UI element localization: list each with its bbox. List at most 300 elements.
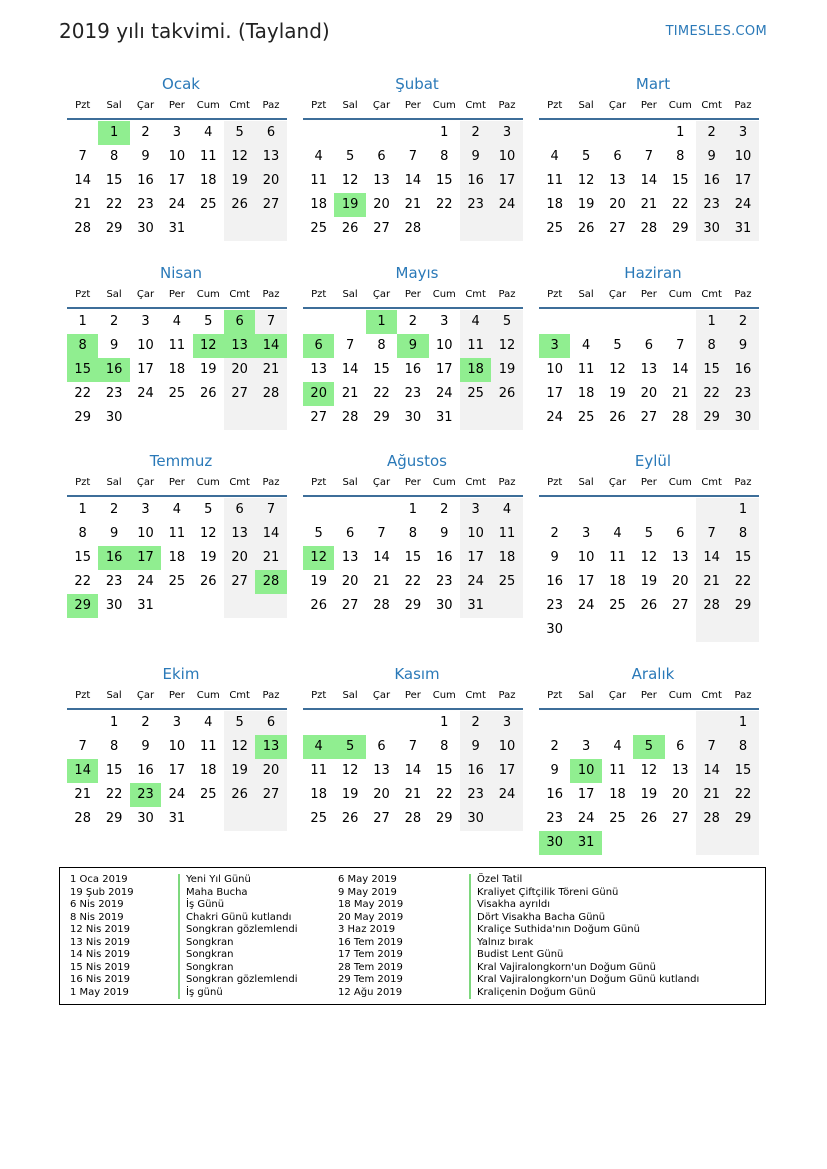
day-cell[interactable]: 22 — [74, 386, 91, 401]
day-cell[interactable]: 18 — [168, 362, 186, 377]
day-cell[interactable]: 31 — [727, 217, 758, 241]
day-cell[interactable]: 27 — [373, 221, 390, 236]
day-cell[interactable]: 18 — [609, 787, 626, 802]
day-cell[interactable]: 24 — [137, 574, 154, 589]
day-cell[interactable]: 19 — [640, 787, 658, 802]
holiday-day-cell[interactable]: 20 — [303, 382, 334, 406]
day-cell[interactable]: 21 — [671, 386, 689, 401]
day-cell[interactable]: 23 — [404, 386, 422, 401]
day-cell[interactable]: 12 — [640, 763, 658, 778]
day-cell[interactable]: 13 — [255, 145, 286, 169]
day-cell[interactable]: 2 — [109, 502, 119, 517]
day-cell[interactable]: 30 — [435, 598, 453, 613]
day-cell[interactable]: 24 — [460, 570, 491, 594]
day-cell[interactable]: 28 — [373, 598, 390, 613]
holiday-day-cell[interactable]: 14 — [67, 759, 98, 783]
day-cell[interactable]: 16 — [727, 358, 758, 382]
holiday-day-cell[interactable]: 3 — [539, 334, 570, 358]
day-cell[interactable]: 9 — [727, 334, 758, 358]
day-cell[interactable]: 29 — [727, 594, 758, 618]
day-cell[interactable]: 26 — [224, 193, 255, 217]
day-cell[interactable]: 26 — [199, 386, 217, 401]
holiday-day-cell[interactable]: 9 — [397, 334, 428, 358]
day-cell[interactable]: 9 — [440, 526, 449, 541]
day-cell[interactable]: 18 — [609, 574, 626, 589]
day-cell[interactable]: 14 — [255, 522, 286, 546]
day-cell[interactable]: 23 — [460, 193, 491, 217]
holiday-day-cell[interactable]: 18 — [460, 358, 491, 382]
day-cell[interactable]: 19 — [199, 550, 217, 565]
day-cell[interactable]: 11 — [460, 334, 491, 358]
day-cell[interactable]: 11 — [199, 739, 217, 754]
day-cell[interactable]: 15 — [671, 173, 689, 188]
day-cell[interactable]: 31 — [460, 594, 491, 618]
day-cell[interactable]: 7 — [644, 149, 653, 164]
day-cell[interactable]: 2 — [141, 125, 150, 140]
day-cell[interactable]: 10 — [137, 526, 154, 541]
day-cell[interactable]: 9 — [109, 526, 119, 541]
day-cell[interactable]: 18 — [199, 173, 217, 188]
day-cell[interactable]: 26 — [491, 382, 522, 406]
day-cell[interactable]: 2 — [550, 739, 559, 754]
day-cell[interactable]: 11 — [168, 526, 186, 541]
day-cell[interactable]: 30 — [696, 217, 727, 241]
day-cell[interactable]: 8 — [440, 149, 449, 164]
day-cell[interactable]: 16 — [460, 759, 491, 783]
day-cell[interactable]: 17 — [546, 386, 563, 401]
brand-logo[interactable]: TIMESLES.COM — [665, 24, 767, 39]
day-cell[interactable]: 1 — [727, 498, 758, 522]
day-cell[interactable]: 5 — [491, 310, 522, 334]
day-cell[interactable]: 26 — [310, 598, 327, 613]
day-cell[interactable]: 18 — [168, 550, 186, 565]
day-cell[interactable]: 7 — [408, 739, 417, 754]
day-cell[interactable]: 15 — [404, 550, 422, 565]
day-cell[interactable]: 30 — [137, 811, 154, 826]
day-cell[interactable]: 6 — [224, 498, 255, 522]
day-cell[interactable]: 13 — [373, 173, 390, 188]
day-cell[interactable]: 10 — [460, 522, 491, 546]
day-cell[interactable]: 12 — [224, 145, 255, 169]
day-cell[interactable]: 15 — [105, 763, 123, 778]
day-cell[interactable]: 25 — [199, 197, 217, 212]
day-cell[interactable]: 5 — [204, 502, 213, 517]
day-cell[interactable]: 19 — [310, 574, 327, 589]
day-cell[interactable]: 1 — [78, 314, 87, 329]
day-cell[interactable]: 24 — [168, 197, 186, 212]
day-cell[interactable]: 17 — [727, 169, 758, 193]
day-cell[interactable]: 20 — [373, 787, 390, 802]
day-cell[interactable]: 29 — [696, 406, 727, 430]
holiday-day-cell[interactable]: 6 — [224, 310, 255, 334]
day-cell[interactable]: 13 — [671, 550, 689, 565]
day-cell[interactable]: 9 — [696, 145, 727, 169]
day-cell[interactable]: 17 — [491, 169, 522, 193]
day-cell[interactable]: 15 — [74, 550, 91, 565]
day-cell[interactable]: 28 — [341, 410, 359, 425]
day-cell[interactable]: 27 — [640, 410, 658, 425]
day-cell[interactable]: 20 — [255, 759, 286, 783]
day-cell[interactable]: 25 — [577, 410, 595, 425]
day-cell[interactable]: 18 — [310, 787, 327, 802]
day-cell[interactable]: 3 — [141, 502, 150, 517]
day-cell[interactable]: 3 — [172, 715, 181, 730]
day-cell[interactable]: 29 — [671, 221, 689, 236]
day-cell[interactable]: 25 — [609, 598, 626, 613]
day-cell[interactable]: 7 — [408, 149, 417, 164]
day-cell[interactable]: 7 — [345, 338, 355, 353]
day-cell[interactable]: 18 — [199, 763, 217, 778]
day-cell[interactable]: 21 — [696, 570, 727, 594]
day-cell[interactable]: 27 — [609, 221, 626, 236]
day-cell[interactable]: 13 — [224, 522, 255, 546]
day-cell[interactable]: 18 — [310, 197, 327, 212]
day-cell[interactable]: 3 — [440, 314, 449, 329]
day-cell[interactable]: 21 — [255, 546, 286, 570]
day-cell[interactable]: 18 — [577, 386, 595, 401]
day-cell[interactable]: 26 — [609, 410, 626, 425]
day-cell[interactable]: 4 — [613, 739, 622, 754]
day-cell[interactable]: 1 — [440, 125, 449, 140]
day-cell[interactable]: 14 — [640, 173, 658, 188]
day-cell[interactable]: 24 — [546, 410, 563, 425]
day-cell[interactable]: 24 — [491, 193, 522, 217]
day-cell[interactable]: 29 — [373, 410, 390, 425]
day-cell[interactable]: 20 — [609, 197, 626, 212]
day-cell[interactable]: 19 — [199, 362, 217, 377]
day-cell[interactable]: 5 — [224, 121, 255, 145]
holiday-day-cell[interactable]: 8 — [67, 334, 98, 358]
holiday-day-cell[interactable]: 5 — [633, 735, 664, 759]
day-cell[interactable]: 23 — [546, 598, 563, 613]
day-cell[interactable]: 12 — [224, 735, 255, 759]
day-cell[interactable]: 30 — [105, 410, 123, 425]
day-cell[interactable]: 9 — [550, 550, 559, 565]
day-cell[interactable]: 20 — [640, 386, 658, 401]
day-cell[interactable]: 1 — [408, 502, 417, 517]
day-cell[interactable]: 29 — [404, 598, 422, 613]
day-cell[interactable]: 2 — [440, 502, 449, 517]
day-cell[interactable]: 12 — [341, 173, 359, 188]
day-cell[interactable]: 12 — [341, 763, 359, 778]
day-cell[interactable]: 25 — [168, 386, 186, 401]
day-cell[interactable]: 20 — [671, 574, 689, 589]
day-cell[interactable]: 12 — [577, 173, 595, 188]
day-cell[interactable]: 14 — [341, 362, 359, 377]
day-cell[interactable]: 16 — [137, 763, 154, 778]
holiday-day-cell[interactable]: 10 — [570, 759, 601, 783]
day-cell[interactable]: 24 — [727, 193, 758, 217]
day-cell[interactable]: 22 — [435, 197, 453, 212]
day-cell[interactable]: 12 — [199, 526, 217, 541]
day-cell[interactable]: 16 — [404, 362, 422, 377]
day-cell[interactable]: 29 — [74, 410, 91, 425]
day-cell[interactable]: 14 — [671, 362, 689, 377]
day-cell[interactable]: 28 — [696, 807, 727, 831]
day-cell[interactable]: 23 — [435, 574, 453, 589]
day-cell[interactable]: 24 — [577, 598, 595, 613]
day-cell[interactable]: 8 — [109, 739, 119, 754]
day-cell[interactable]: 3 — [491, 711, 522, 735]
day-cell[interactable]: 25 — [460, 382, 491, 406]
day-cell[interactable]: 28 — [404, 221, 422, 236]
day-cell[interactable]: 4 — [314, 149, 323, 164]
day-cell[interactable]: 7 — [676, 338, 685, 353]
day-cell[interactable]: 5 — [224, 711, 255, 735]
day-cell[interactable]: 2 — [460, 121, 491, 145]
day-cell[interactable]: 2 — [460, 711, 491, 735]
day-cell[interactable]: 9 — [550, 763, 559, 778]
day-cell[interactable]: 25 — [491, 570, 522, 594]
day-cell[interactable]: 21 — [373, 574, 390, 589]
day-cell[interactable]: 26 — [341, 811, 359, 826]
day-cell[interactable]: 25 — [168, 574, 186, 589]
day-cell[interactable]: 22 — [105, 787, 123, 802]
day-cell[interactable]: 20 — [255, 169, 286, 193]
holiday-day-cell[interactable]: 13 — [224, 334, 255, 358]
day-cell[interactable]: 16 — [460, 169, 491, 193]
day-cell[interactable]: 10 — [727, 145, 758, 169]
day-cell[interactable]: 6 — [345, 526, 355, 541]
day-cell[interactable]: 4 — [550, 149, 559, 164]
day-cell[interactable]: 16 — [696, 169, 727, 193]
holiday-day-cell[interactable]: 23 — [130, 783, 161, 807]
day-cell[interactable]: 2 — [550, 526, 559, 541]
day-cell[interactable]: 29 — [435, 811, 453, 826]
day-cell[interactable]: 6 — [255, 121, 286, 145]
day-cell[interactable]: 11 — [199, 149, 217, 164]
day-cell[interactable]: 19 — [341, 787, 359, 802]
day-cell[interactable]: 4 — [460, 310, 491, 334]
holiday-day-cell[interactable]: 4 — [303, 735, 334, 759]
day-cell[interactable]: 13 — [609, 173, 626, 188]
day-cell[interactable]: 27 — [341, 598, 359, 613]
day-cell[interactable]: 10 — [137, 338, 154, 353]
day-cell[interactable]: 10 — [491, 145, 522, 169]
day-cell[interactable]: 20 — [224, 358, 255, 382]
holiday-day-cell[interactable]: 28 — [255, 570, 286, 594]
day-cell[interactable]: 4 — [581, 338, 591, 353]
day-cell[interactable]: 4 — [204, 125, 213, 140]
day-cell[interactable]: 26 — [640, 598, 658, 613]
day-cell[interactable]: 13 — [671, 763, 689, 778]
day-cell[interactable]: 24 — [577, 811, 595, 826]
day-cell[interactable]: 17 — [460, 546, 491, 570]
day-cell[interactable]: 21 — [341, 386, 359, 401]
day-cell[interactable]: 30 — [460, 807, 491, 831]
day-cell[interactable]: 10 — [168, 149, 186, 164]
day-cell[interactable]: 28 — [696, 594, 727, 618]
day-cell[interactable]: 13 — [341, 550, 359, 565]
day-cell[interactable]: 7 — [78, 149, 87, 164]
day-cell[interactable]: 12 — [609, 362, 626, 377]
day-cell[interactable]: 27 — [671, 598, 689, 613]
day-cell[interactable]: 9 — [141, 149, 150, 164]
day-cell[interactable]: 22 — [373, 386, 390, 401]
day-cell[interactable]: 6 — [676, 739, 685, 754]
day-cell[interactable]: 8 — [676, 149, 685, 164]
holiday-day-cell[interactable]: 6 — [303, 334, 334, 358]
day-cell[interactable]: 3 — [141, 314, 150, 329]
day-cell[interactable]: 27 — [224, 570, 255, 594]
day-cell[interactable]: 28 — [74, 221, 91, 236]
day-cell[interactable]: 23 — [137, 197, 154, 212]
day-cell[interactable]: 14 — [373, 550, 390, 565]
day-cell[interactable]: 10 — [435, 338, 453, 353]
day-cell[interactable]: 23 — [105, 574, 123, 589]
day-cell[interactable]: 7 — [78, 739, 87, 754]
day-cell[interactable]: 10 — [168, 739, 186, 754]
day-cell[interactable]: 28 — [404, 811, 422, 826]
day-cell[interactable]: 27 — [255, 193, 286, 217]
holiday-day-cell[interactable]: 1 — [98, 121, 129, 145]
day-cell[interactable]: 16 — [435, 550, 453, 565]
day-cell[interactable]: 7 — [696, 522, 727, 546]
day-cell[interactable]: 4 — [172, 314, 181, 329]
day-cell[interactable]: 11 — [310, 173, 327, 188]
day-cell[interactable]: 2 — [696, 121, 727, 145]
day-cell[interactable]: 25 — [310, 221, 327, 236]
day-cell[interactable]: 30 — [137, 221, 154, 236]
day-cell[interactable]: 8 — [727, 522, 758, 546]
day-cell[interactable]: 26 — [640, 811, 658, 826]
holiday-day-cell[interactable]: 5 — [334, 735, 365, 759]
day-cell[interactable]: 13 — [640, 362, 658, 377]
day-cell[interactable]: 7 — [255, 310, 286, 334]
day-cell[interactable]: 18 — [546, 197, 563, 212]
day-cell[interactable]: 8 — [377, 338, 386, 353]
day-cell[interactable]: 28 — [255, 382, 286, 406]
day-cell[interactable]: 7 — [696, 735, 727, 759]
day-cell[interactable]: 6 — [255, 711, 286, 735]
day-cell[interactable]: 14 — [696, 759, 727, 783]
day-cell[interactable]: 25 — [546, 221, 563, 236]
day-cell[interactable]: 22 — [696, 382, 727, 406]
day-cell[interactable]: 30 — [727, 406, 758, 430]
day-cell[interactable]: 17 — [137, 362, 154, 377]
day-cell[interactable]: 11 — [310, 763, 327, 778]
day-cell[interactable]: 6 — [676, 526, 685, 541]
day-cell[interactable]: 22 — [671, 197, 689, 212]
day-cell[interactable]: 26 — [224, 783, 255, 807]
day-cell[interactable]: 29 — [105, 811, 123, 826]
day-cell[interactable]: 1 — [109, 715, 119, 730]
day-cell[interactable]: 27 — [671, 811, 689, 826]
day-cell[interactable]: 27 — [224, 382, 255, 406]
day-cell[interactable]: 4 — [491, 498, 522, 522]
day-cell[interactable]: 4 — [204, 715, 213, 730]
day-cell[interactable]: 3 — [491, 121, 522, 145]
holiday-day-cell[interactable]: 17 — [130, 546, 161, 570]
day-cell[interactable]: 8 — [109, 149, 119, 164]
day-cell[interactable]: 21 — [696, 783, 727, 807]
day-cell[interactable]: 31 — [435, 410, 453, 425]
day-cell[interactable]: 17 — [168, 173, 186, 188]
day-cell[interactable]: 16 — [137, 173, 154, 188]
day-cell[interactable]: 13 — [373, 763, 390, 778]
day-cell[interactable]: 14 — [74, 173, 91, 188]
holiday-day-cell[interactable]: 14 — [255, 334, 286, 358]
holiday-day-cell[interactable]: 16 — [98, 546, 129, 570]
holiday-day-cell[interactable]: 29 — [67, 594, 98, 618]
day-cell[interactable]: 8 — [78, 526, 87, 541]
day-cell[interactable]: 22 — [105, 197, 123, 212]
day-cell[interactable]: 29 — [727, 807, 758, 831]
day-cell[interactable]: 19 — [577, 197, 595, 212]
day-cell[interactable]: 2 — [109, 314, 119, 329]
day-cell[interactable]: 23 — [696, 193, 727, 217]
day-cell[interactable]: 9 — [460, 735, 491, 759]
day-cell[interactable]: 26 — [341, 221, 359, 236]
day-cell[interactable]: 26 — [199, 574, 217, 589]
day-cell[interactable]: 11 — [609, 763, 626, 778]
day-cell[interactable]: 28 — [640, 221, 658, 236]
holiday-day-cell[interactable]: 16 — [98, 358, 129, 382]
day-cell[interactable]: 25 — [310, 811, 327, 826]
day-cell[interactable]: 17 — [577, 787, 595, 802]
holiday-day-cell[interactable]: 30 — [539, 831, 570, 855]
day-cell[interactable]: 7 — [255, 498, 286, 522]
day-cell[interactable]: 16 — [546, 787, 563, 802]
day-cell[interactable]: 15 — [727, 546, 758, 570]
day-cell[interactable]: 20 — [373, 197, 390, 212]
day-cell[interactable]: 11 — [546, 173, 563, 188]
day-cell[interactable]: 21 — [74, 197, 91, 212]
day-cell[interactable]: 22 — [404, 574, 422, 589]
day-cell[interactable]: 2 — [141, 715, 150, 730]
day-cell[interactable]: 5 — [581, 149, 591, 164]
day-cell[interactable]: 22 — [74, 574, 91, 589]
day-cell[interactable]: 12 — [491, 334, 522, 358]
day-cell[interactable]: 8 — [440, 739, 449, 754]
day-cell[interactable]: 24 — [491, 783, 522, 807]
day-cell[interactable]: 2 — [727, 310, 758, 334]
day-cell[interactable]: 6 — [377, 149, 386, 164]
day-cell[interactable]: 24 — [435, 386, 453, 401]
day-cell[interactable]: 14 — [696, 546, 727, 570]
day-cell[interactable]: 30 — [105, 598, 123, 613]
day-cell[interactable]: 6 — [644, 338, 653, 353]
holiday-day-cell[interactable]: 12 — [193, 334, 224, 358]
day-cell[interactable]: 6 — [613, 149, 622, 164]
day-cell[interactable]: 19 — [609, 386, 626, 401]
day-cell[interactable]: 3 — [460, 498, 491, 522]
day-cell[interactable]: 28 — [671, 410, 689, 425]
day-cell[interactable]: 21 — [74, 787, 91, 802]
day-cell[interactable]: 4 — [172, 502, 181, 517]
holiday-day-cell[interactable]: 13 — [255, 735, 286, 759]
day-cell[interactable]: 31 — [168, 811, 186, 826]
day-cell[interactable]: 24 — [168, 787, 186, 802]
day-cell[interactable]: 24 — [137, 386, 154, 401]
day-cell[interactable]: 9 — [109, 338, 119, 353]
day-cell[interactable]: 7 — [377, 526, 386, 541]
day-cell[interactable]: 1 — [696, 310, 727, 334]
day-cell[interactable]: 12 — [640, 550, 658, 565]
day-cell[interactable]: 11 — [577, 362, 595, 377]
day-cell[interactable]: 8 — [408, 526, 417, 541]
day-cell[interactable]: 23 — [105, 386, 123, 401]
holiday-day-cell[interactable]: 12 — [303, 546, 334, 570]
day-cell[interactable]: 1 — [676, 125, 685, 140]
day-cell[interactable]: 9 — [460, 145, 491, 169]
day-cell[interactable]: 3 — [581, 526, 591, 541]
day-cell[interactable]: 2 — [408, 314, 417, 329]
day-cell[interactable]: 27 — [310, 410, 327, 425]
day-cell[interactable]: 27 — [373, 811, 390, 826]
day-cell[interactable]: 23 — [727, 382, 758, 406]
day-cell[interactable]: 14 — [404, 173, 422, 188]
